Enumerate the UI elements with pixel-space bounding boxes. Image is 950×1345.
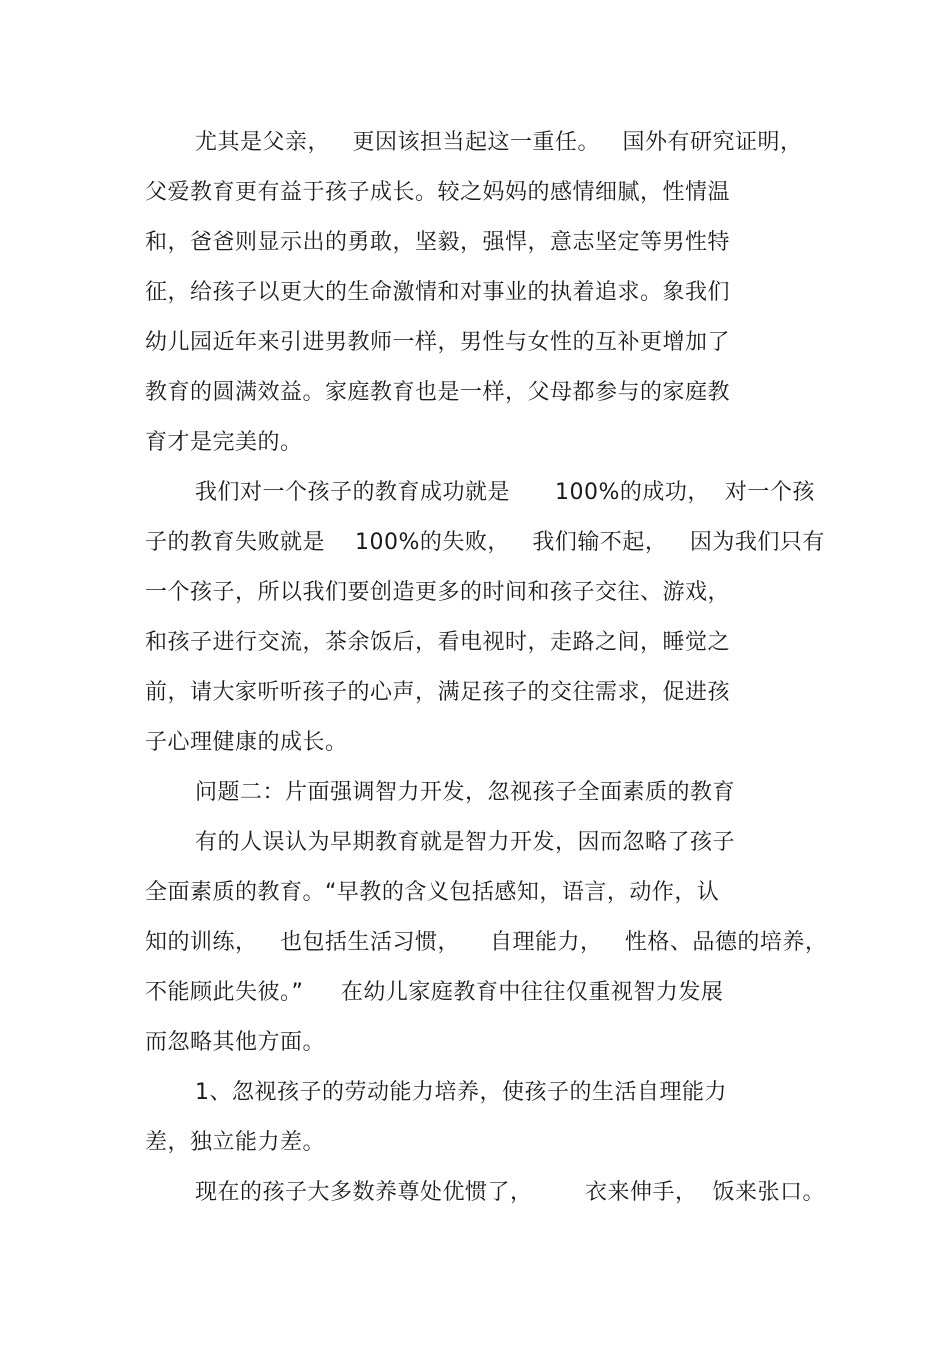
paragraph-line: 教育的圆满效益。家庭教育也是一样，父母都参与的家庭教 bbox=[145, 380, 731, 405]
paragraph-line: 和孩子进行交流，茶余饭后，看电视时，走路之间，睡觉之 bbox=[145, 630, 731, 655]
paragraph-line: 一个孩子，所以我们要创造更多的时间和孩子交往、游戏， bbox=[145, 580, 731, 605]
paragraph-line: 子心理健康的成长。 bbox=[145, 730, 348, 755]
list-item-heading: 1、忽视孩子的劳动能力培养，使孩子的生活自理能力 bbox=[195, 1080, 727, 1105]
paragraph-line: 全面素质的教育。“早教的含义包括感知，语言，动作，认 bbox=[145, 880, 720, 905]
paragraph-line: 差，独立能力差。 bbox=[145, 1130, 326, 1155]
paragraph-line: 和，爸爸则显示出的勇敢，坚毅，强悍，意志坚定等男性特 bbox=[145, 230, 731, 255]
paragraph-line: 知的训练， 也包括生活习惯， 自理能力， 性格、品德的培养， bbox=[145, 930, 828, 955]
paragraph-line: 幼儿园近年来引进男教师一样，男性与女性的互补更增加了 bbox=[145, 330, 731, 355]
paragraph-line: 父爱教育更有益于孩子成长。较之妈妈的感情细腻，性情温 bbox=[145, 180, 731, 205]
paragraph-line: 我们对一个孩子的教育成功就是 100%的成功， 对一个孩 bbox=[195, 480, 815, 505]
paragraph-line: 现在的孩子大多数养尊处优惯了， 衣来伸手， 饭来张口。 bbox=[195, 1180, 825, 1205]
paragraph-line: 不能顾此失彼。” 在幼儿家庭教育中往往仅重视智力发展 bbox=[145, 980, 724, 1005]
paragraph-line: 有的人误认为早期教育就是智力开发，因而忽略了孩子 bbox=[195, 830, 736, 855]
paragraph-line: 而忽略其他方面。 bbox=[145, 1030, 326, 1055]
section-heading: 问题二：片面强调智力开发，忽视孩子全面素质的教育 bbox=[195, 780, 736, 805]
paragraph-line: 前，请大家听听孩子的心声，满足孩子的交往需求，促进孩 bbox=[145, 680, 731, 705]
paragraph-line: 子的教育失败就是 100%的失败， 我们输不起， 因为我们只有 bbox=[145, 530, 825, 555]
paragraph-line: 育才是完美的。 bbox=[145, 430, 303, 455]
paragraph-line: 尤其是父亲， 更因该担当起这一重任。 国外有研究证明， bbox=[195, 130, 803, 155]
paragraph-line: 征，给孩子以更大的生命激情和对事业的执着追求。象我们 bbox=[145, 280, 731, 305]
